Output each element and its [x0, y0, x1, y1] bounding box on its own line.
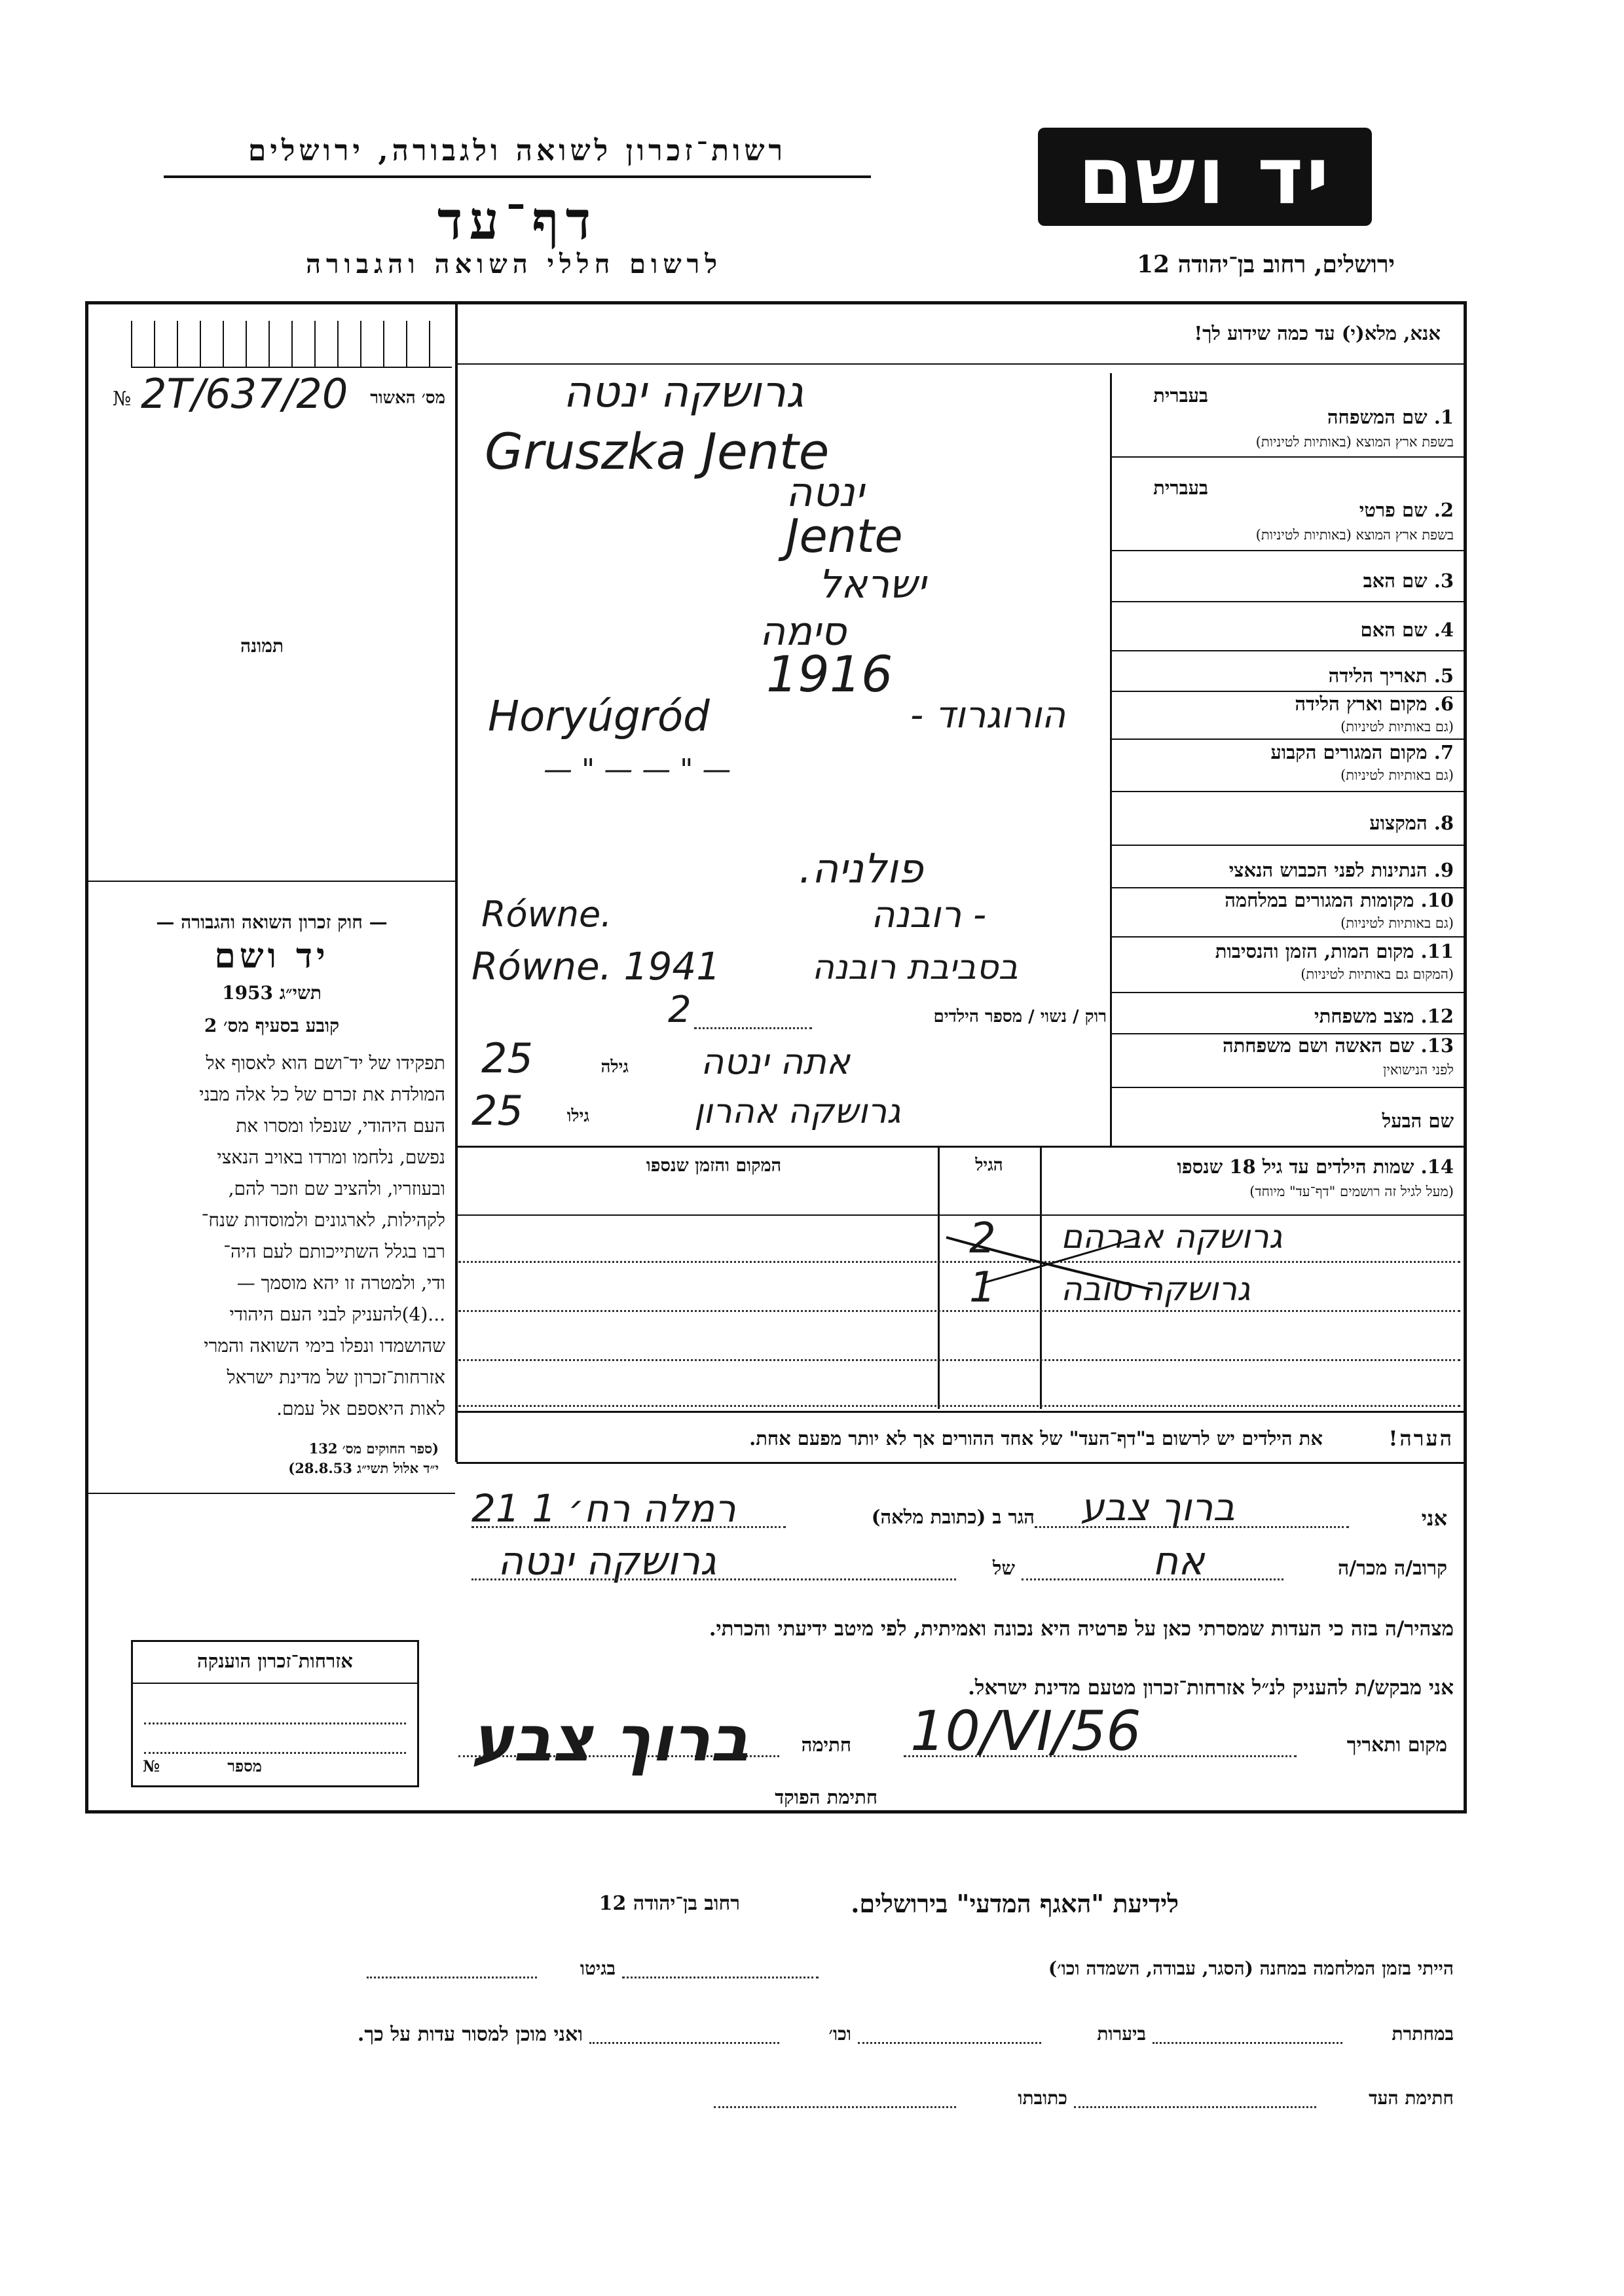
- law-bottom-line: [87, 1493, 455, 1494]
- bottom-line2-dots2: [858, 2041, 1041, 2044]
- children-row-line: [458, 1404, 1460, 1407]
- law-line: ...(4)להעניק לבני העם היהודי: [229, 1303, 445, 1325]
- children-row-line: [458, 1358, 1460, 1361]
- child-age-1: 2: [969, 1214, 996, 1263]
- address-dots: [471, 1525, 786, 1528]
- bottom-address: רחוב בן־יהודה 12: [599, 1892, 740, 1915]
- request-text: אני מבקש/ת להעניק לנ״ל אזרחות־זכרון מטעם מדינת ישראל.: [968, 1676, 1454, 1700]
- children-strike-mark: [943, 1224, 1159, 1296]
- witness-name-dots: [1035, 1525, 1349, 1528]
- bottom-line2-a: במחתרת: [1392, 2023, 1454, 2045]
- law-line: תפקידו של יד־ושם הוא לאסוף אל: [206, 1052, 445, 1074]
- photo-label: תמונה: [240, 635, 284, 657]
- relation-value: אח: [1153, 1539, 1205, 1584]
- yad-vashem-logo: יד ושם: [1038, 128, 1372, 226]
- relation-label: קרוב/ה מכר/ה: [1338, 1557, 1447, 1580]
- husband-age-label: גילו: [566, 1106, 589, 1126]
- law-title: — חוק זכרון השואה והגבורה —: [156, 911, 388, 933]
- field-8-label: 8. המקצוע: [1369, 812, 1454, 834]
- field-10-sub: (גם באותיות לטיניות): [1340, 915, 1454, 931]
- bottom-line3-dots2: [714, 2105, 956, 2108]
- bottom-line3-b: כתובתו: [1018, 2087, 1067, 2109]
- relation-dots: [1022, 1578, 1283, 1580]
- form-subtitle: לרשום חללי השואה והגבורה: [305, 249, 723, 280]
- field-12-label: 12. מצב משפחתי: [1314, 1005, 1454, 1027]
- certificate-dots: [144, 1722, 406, 1724]
- law-line: לאות היאספם אל עמם.: [276, 1398, 445, 1419]
- husband-value: גרושקה אהרון: [694, 1092, 901, 1131]
- field-13-label: 13. שם האשה ושם משפחתה: [1222, 1034, 1454, 1057]
- bottom-line1-a: הייתי בזמן המלחמה במחנה (הסגר, עבודה, השמדה וכו׳): [1048, 1958, 1454, 1979]
- child-name-1: גרושקה אברהם: [1061, 1218, 1283, 1256]
- field-1-sub: בשפת ארץ המוצא (באותיות לטיניות): [1255, 434, 1454, 450]
- law-ref-1: (ספר החוקים מס׳ 132: [308, 1440, 439, 1457]
- row-line: [1112, 936, 1466, 938]
- certificate-title: אזרחות־זכרון הוענקה: [197, 1650, 353, 1672]
- child-name-2: גרושקה טובה: [1061, 1270, 1251, 1308]
- place-date-label: מקום ותאריך: [1346, 1734, 1447, 1757]
- law-top-line: [87, 881, 455, 882]
- field-4-label: 4. שם האם: [1360, 619, 1454, 641]
- note-top-line: [456, 1411, 1465, 1413]
- children-label: 14. שמות הילדים עד גיל 18 שנספו: [1177, 1156, 1454, 1178]
- field-9-label: 9. הנתינות לפני הכבוש הנאצי: [1228, 859, 1454, 881]
- field-7-label: 7. מקום המגורים הקבוע: [1270, 741, 1454, 763]
- ani-label: אני: [1421, 1506, 1447, 1531]
- f11-hebrew-value: בסביבת רובנה: [812, 948, 1018, 987]
- bottom-line1-b: בגיטו: [580, 1958, 616, 1979]
- f9-value: פולניה.: [799, 845, 923, 892]
- f13-value: אתה ינטה: [701, 1041, 851, 1082]
- children-row-line: [458, 1309, 1460, 1312]
- f13-age-label: גילה: [600, 1057, 629, 1077]
- f13-age-value: 25: [481, 1034, 533, 1082]
- row-line: [1112, 650, 1466, 651]
- row-line: [1112, 1087, 1466, 1088]
- f5-value: 1916: [766, 645, 893, 703]
- row-line: [1112, 691, 1466, 692]
- f2-hebrew-value: ינטה: [786, 468, 864, 516]
- law-clause: קובע בסעיף מס׳ 2: [204, 1015, 340, 1036]
- bottom-line3-dots: [1074, 2105, 1316, 2108]
- field-13-sub: לפני הנישואין: [1383, 1062, 1454, 1078]
- law-line: ודי, ולמטרה זו יהא מוסמך —: [236, 1272, 445, 1294]
- law-line: לקהילות, לארגונים ולמוסדות שנח־: [201, 1209, 445, 1231]
- bottom-title: לידיעת "האגף המדעי" בירושלים.: [851, 1889, 1179, 1918]
- law-line: העם היהודי, שנפלו ומסרו את: [236, 1115, 445, 1137]
- law-line: ובעוזריו, ולהציב שם וזכר להם,: [228, 1178, 445, 1199]
- children-col-divider: [938, 1147, 940, 1409]
- signature-label: חתימה: [801, 1734, 851, 1756]
- hebrew-label-2: בעברית: [1153, 477, 1208, 499]
- field-11-label: 11. מקום המות, הזמן והנסיבות: [1215, 940, 1454, 962]
- row-line: [1112, 992, 1466, 993]
- form-title: דף־עד: [437, 190, 598, 251]
- husband-label: שם הבעל: [1382, 1110, 1454, 1132]
- f12-options: רוק / נשוי / מספר הילדים: [933, 1007, 1107, 1027]
- f4-value: סימה: [760, 609, 847, 655]
- declaration-text: מצהיר/ה בזה כי העדות שמסרתי כאן על פרטיה היא נכונה ואמיתית, לפי מיטב ידיעתי והכרתי.: [709, 1617, 1454, 1641]
- signature-value: ברוך צבע: [471, 1702, 749, 1776]
- f10-hebrew-value: - רובנה: [871, 894, 987, 936]
- bottom-line3-a: חתימת העד: [1369, 2087, 1454, 2109]
- f3-value: ישראל: [819, 562, 927, 608]
- f6-latin-value: Horyúgród: [488, 693, 710, 741]
- row-line: [1112, 791, 1466, 792]
- field-10-label: 10. מקומות המגורים במלחמה: [1225, 889, 1454, 911]
- note-text: את הילדים יש לרשום ב"דף־העד" של אחד ההורים אך לא יותר מפעם אחת.: [749, 1427, 1323, 1449]
- address: ירושלים, רחוב בן־יהודה 12: [1136, 251, 1395, 278]
- registration-number: 2T/637/20: [141, 370, 348, 418]
- f2-latin-value: Jente: [786, 509, 903, 563]
- law-ref-2: י״ד אלול תשי״ג 28.8.53): [288, 1460, 439, 1476]
- children-place-col: המקום והזמן שנספו: [646, 1156, 782, 1176]
- instruction-underline: [456, 363, 1465, 365]
- field-11-sub: (המקום גם באותיות לטיניות): [1301, 966, 1454, 982]
- law-line: רבו בגלל השתייכותם לעם היה־: [223, 1241, 445, 1262]
- registration-label: מס׳ האשור: [370, 388, 445, 408]
- official-signature-label: חתימת הפוקד: [775, 1786, 877, 1808]
- left-column-divider: [455, 303, 458, 1462]
- bottom-line2-b: ביערות: [1097, 2023, 1146, 2045]
- children-header-line: [456, 1214, 1465, 1216]
- husband-age-value: 25: [471, 1087, 523, 1135]
- field-7-sub: (גם באותיות לטיניות): [1340, 767, 1454, 783]
- address-value: רמלה רח׳ 1 21: [471, 1486, 736, 1531]
- field-6-label: 6. מקום וארץ הלידה: [1295, 693, 1454, 715]
- note-bottom-line: [456, 1462, 1465, 1464]
- law-name: יד ושם: [214, 936, 329, 976]
- section-line: [456, 1146, 1465, 1148]
- bottom-line2-d: ואני מוכן למסור עדות על כך.: [357, 2023, 583, 2046]
- certificate-title-line: [133, 1683, 417, 1684]
- row-line: [1112, 456, 1466, 458]
- bottom-line2-dots: [1153, 2041, 1342, 2044]
- certificate-number-sign: №: [143, 1757, 160, 1776]
- f12-children-value: 2: [668, 989, 692, 1031]
- field-3-label: 3. שם האב: [1363, 570, 1454, 592]
- f1-latin-value: Gruszka Jente: [485, 422, 830, 481]
- f11-latin-value: Równe. 1941: [471, 944, 721, 989]
- f12-dots: [694, 1027, 812, 1029]
- law-line: נפשם, נלחמו ומרדו באויב הנאצי: [217, 1146, 445, 1168]
- children-age-col: הגיל: [975, 1156, 1003, 1175]
- children-sub: (מעל לגיל זה רושמים "דף־עד" מיוחד): [1249, 1184, 1454, 1199]
- label-column-divider: [1110, 373, 1112, 1146]
- field-5-label: 5. תאריך הלידה: [1328, 665, 1454, 687]
- law-year: תשי״ג 1953: [222, 982, 322, 1004]
- row-line: [1112, 601, 1466, 602]
- org-underline: [164, 175, 871, 178]
- instruction-text: אנא, מלא(י) עד כמה שידוע לך!: [1194, 322, 1441, 344]
- law-body: [92, 1048, 445, 1425]
- of-value: גרושקה ינטה: [498, 1539, 716, 1584]
- f7-value: — " — — " —: [544, 753, 731, 786]
- organization-line: רשות־זכרון לשואה ולגבורה, ירושלים: [248, 134, 787, 168]
- bottom-line2-dots3: [589, 2041, 779, 2044]
- row-line: [1112, 845, 1466, 846]
- law-line: המולדת את זכרם של כל אלה מבני: [199, 1084, 445, 1105]
- f6-hebrew-value: הורוגרוד -: [910, 694, 1066, 737]
- of-label: של: [992, 1557, 1015, 1579]
- date-value: 10/VI/56: [910, 1699, 1141, 1763]
- field-2-label: 2. שם פרטי: [1359, 499, 1454, 521]
- certificate-dots: [144, 1751, 406, 1754]
- f10-latin-value: Równe.: [481, 894, 612, 935]
- witness-name: ברוך צבע: [1080, 1485, 1235, 1529]
- bottom-line1-dots2: [367, 1976, 537, 1978]
- child-age-2: 1: [969, 1264, 996, 1312]
- registration-prefix: №: [113, 388, 132, 410]
- row-line: [1112, 550, 1466, 551]
- f1-hebrew-value: גרושקה ינטה: [563, 367, 804, 417]
- field-2-sub: בשפת ארץ המוצא (באותיות לטיניות): [1255, 527, 1454, 543]
- row-line: [1112, 738, 1466, 740]
- bottom-line1-dots: [622, 1976, 819, 1978]
- bottom-line2-c: וכו׳: [828, 2023, 851, 2045]
- tick-row: [131, 321, 452, 368]
- row-line: [1112, 887, 1466, 888]
- law-line: אזרחות־זכרון של מדינת ישראל: [227, 1366, 445, 1388]
- hebrew-label-1: בעברית: [1153, 384, 1208, 407]
- field-6-sub: (גם באותיות לטיניות): [1340, 719, 1454, 735]
- address-label: הגר ב (כתובת מלאה): [871, 1506, 1035, 1528]
- certificate-number-label: מספר: [227, 1757, 262, 1776]
- of-dots: [471, 1578, 956, 1580]
- note-label: הערה!: [1388, 1426, 1454, 1451]
- law-line: שהושמדו ונפלו בימי השואה והמרי: [204, 1335, 445, 1357]
- field-1-label: 1. שם המשפחה: [1327, 406, 1454, 428]
